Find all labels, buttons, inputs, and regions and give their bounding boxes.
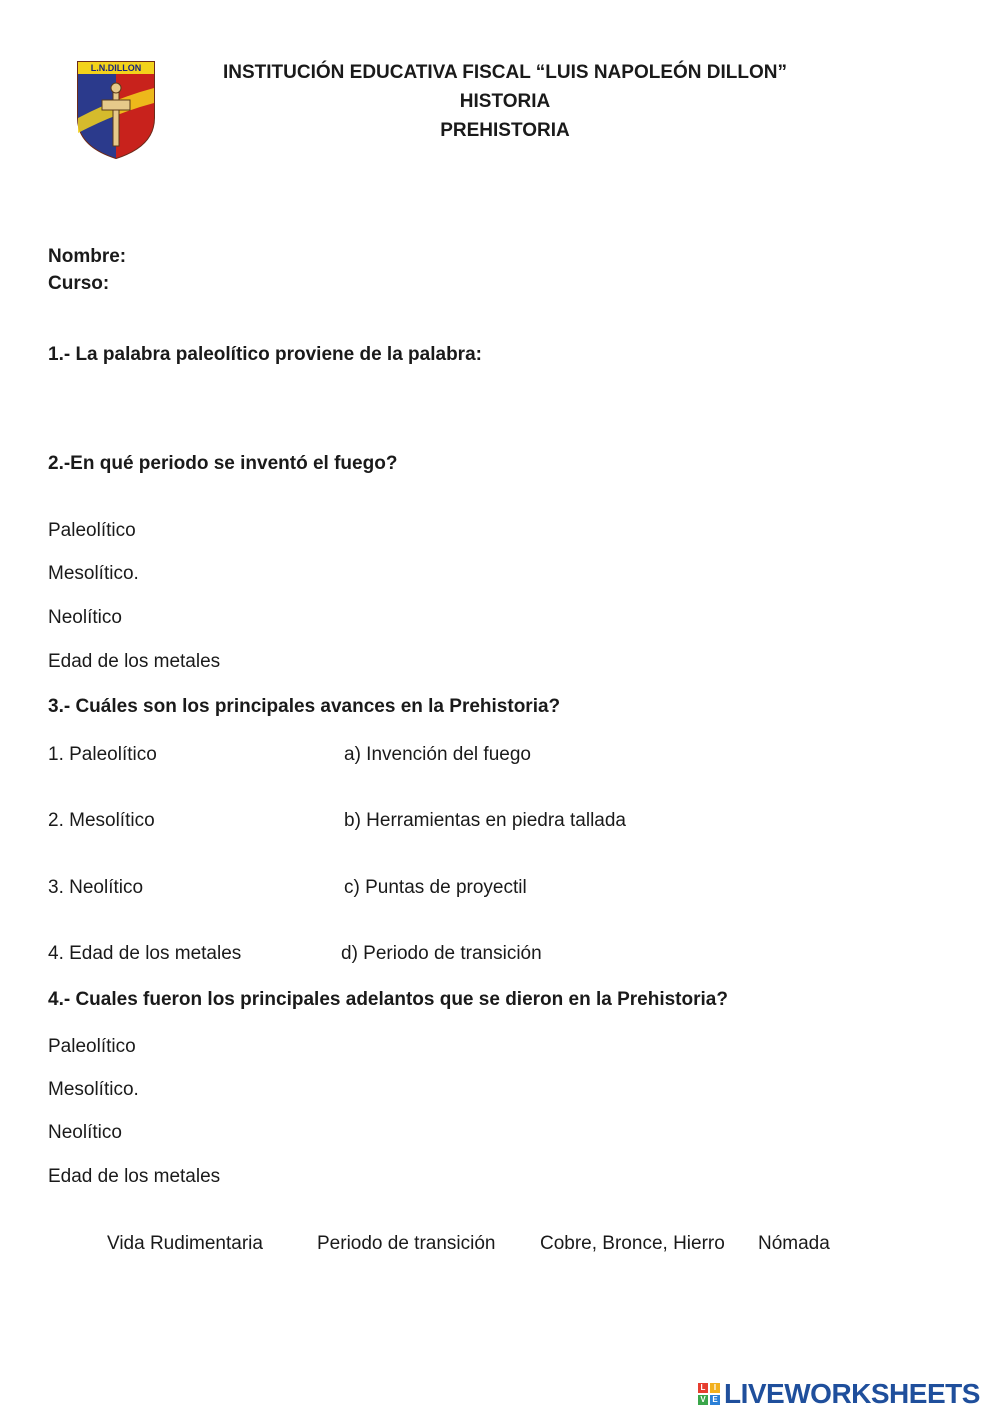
word-bank-item-metales[interactable]: Cobre, Bronce, Hierro [540,1233,725,1254]
word-bank-item-nomada[interactable]: Nómada [758,1233,830,1254]
q2-option-edad-metales[interactable]: Edad de los metales [48,651,221,672]
wm-tile-l: L [698,1383,708,1393]
liveworksheets-logo-icon [698,1383,720,1405]
wm-tile-e: E [710,1395,720,1405]
subject-title: HISTORIA [459,91,551,112]
q4-option-paleolitico[interactable]: Paleolítico [48,1036,136,1057]
wm-tile-v: V [698,1395,708,1405]
topic-title: PREHISTORIA [440,120,570,141]
q3-right-item-d[interactable]: d) Periodo de transición [341,943,542,964]
watermark-text: LIVEWORKSHEETS [724,1378,980,1409]
question-4: 4.- Cuales fueron los principales adelantos que se dieron en la Prehistoria? [48,989,728,1010]
course-label: Curso: [48,273,110,294]
question-2: 2.-En qué periodo se inventó el fuego? [48,453,398,474]
q3-right-item-c[interactable]: c) Puntas de proyectil [344,877,527,898]
q4-option-neolitico[interactable]: Neolítico [48,1122,122,1143]
q4-option-mesolitico[interactable]: Mesolítico. [48,1079,139,1100]
q2-option-mesolitico[interactable]: Mesolítico. [48,563,139,584]
q3-left-item-4[interactable]: 4. Edad de los metales [48,943,242,964]
logo-text: L.N.DILLON [90,63,142,73]
q3-left-item-2[interactable]: 2. Mesolítico [48,810,155,831]
q4-option-edad-metales[interactable]: Edad de los metales [48,1166,221,1187]
liveworksheets-watermark [698,1377,980,1411]
word-bank-item-periodo-transicion[interactable]: Periodo de transición [317,1233,496,1254]
word-bank-item-vida-rudimentaria[interactable]: Vida Rudimentaria [107,1233,263,1254]
name-label: Nombre: [48,246,127,267]
question-1: 1.- La palabra paleolítico proviene de la palabra: [48,344,482,365]
q3-right-item-b[interactable]: b) Herramientas en piedra tallada [344,810,626,831]
q2-option-paleolitico[interactable]: Paleolítico [48,520,136,541]
q3-left-item-1[interactable]: 1. Paleolítico [48,744,157,765]
wm-tile-i: I [710,1383,720,1393]
q3-right-item-a[interactable]: a) Invención del fuego [344,744,531,765]
institution-title: INSTITUCIÓN EDUCATIVA FISCAL “LUIS NAPOLEÓN DILLON” [222,62,788,83]
q2-option-neolitico[interactable]: Neolítico [48,607,122,628]
question-3: 3.- Cuáles son los principales avances en la Prehistoria? [48,696,561,717]
q3-left-item-3[interactable]: 3. Neolítico [48,877,144,898]
